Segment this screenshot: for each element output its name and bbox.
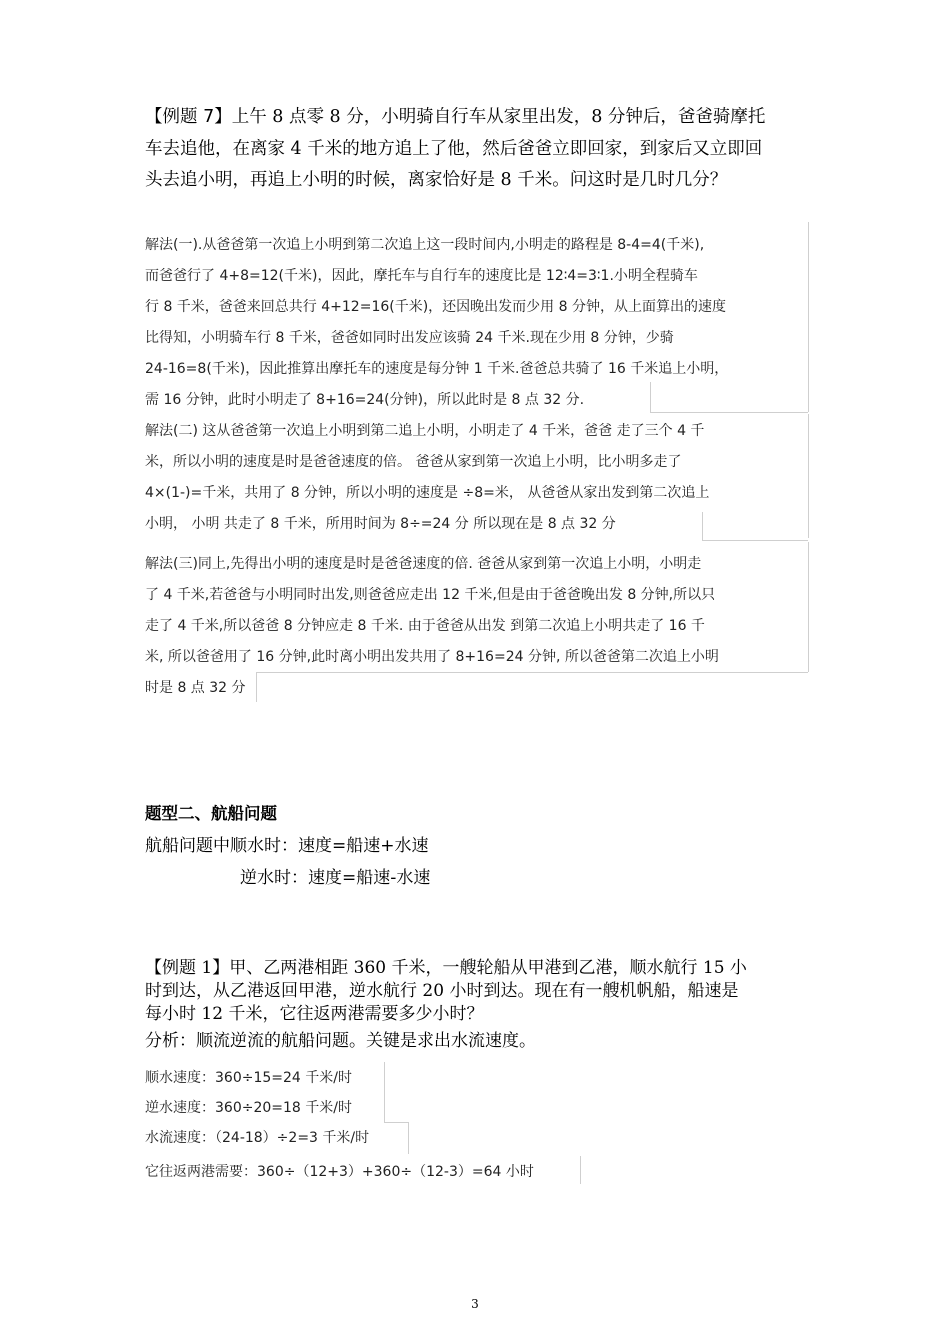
solution-three [145, 549, 809, 704]
solution-line: 24-16=8(千米)，因此推算出摩托车的速度是每分钟 1 千米.爸爸总共骑了 16 千米追上小明， [145, 361, 729, 377]
calc-line: 逆水速度：360÷20=18 千米/时 [145, 1100, 352, 1116]
solution-line: 米, 所以爸爸用了 16 分钟,此时离小明出发共用了 8+16=24 分钟, 所以爸爸第二次追上小明 [145, 649, 719, 665]
analysis-text: 分析：顺流逆流的航船问题。关键是求出水流速度。 [145, 1031, 536, 1051]
solution-line: 比得知，小明骑车行 8 千米，爸爸如同时出发应该骑 24 千米.现在少用 8 分钟，少骑 [145, 330, 674, 346]
example-7-line: 车去追他，在离家 4 千米的地方追上了他，然后爸爸立即回家，到家后又立即回 [145, 138, 763, 159]
example-1-line: 【例题 1】甲、乙两港相距 360 千米，一艘轮船从甲港到乙港，顺水航行 15 小 [145, 958, 747, 978]
solution-line: 小明， 小明 共走了 8 千米，所用时间为 8÷=24 分 所以现在是 8 点 32 分 [145, 516, 616, 532]
example-1-line: 时到达，从乙港返回甲港，逆水航行 20 小时到达。现在有一艘机帆船，船速是 [145, 981, 739, 1001]
frame-line [808, 222, 809, 412]
frame-line [408, 1122, 409, 1154]
frame-line [702, 540, 808, 541]
solution-line: 行 8 千米，爸爸来回总共行 4+12=16(千米)，还因晚出发而少用 8 分钟，从上面算出的速度 [145, 299, 726, 315]
frame-line [650, 412, 808, 413]
solution-line: 米，所以小明的速度是时是爸爸速度的倍。 爸爸从家到第一次追上小明，比小明多走了 [145, 454, 682, 470]
page-number: 3 [471, 1297, 479, 1311]
solution-one [145, 230, 809, 416]
frame-line [384, 1062, 385, 1122]
formula-upstream: 逆水时：速度=船速-水速 [240, 868, 431, 888]
solution-line: 解法(一).从爸爸第一次追上小明到第二次追上这一段时间内,小明走的路程是 8-4=4(千米), [145, 237, 705, 253]
solution-line: 时是 8 点 32 分 [145, 680, 246, 696]
frame-line [580, 1156, 581, 1184]
solution-two [145, 416, 809, 540]
frame-line [256, 672, 808, 673]
solution-line: 了 4 千米,若爸爸与小明同时出发,则爸爸应走出 12 千米,但是由于爸爸晚出发 8 分钟,所以只 [145, 587, 716, 603]
solution-line: 4×(1-)=千米，共用了 8 分钟，所以小明的速度是 ÷8=米， 从爸爸从家出发到第二次追上 [145, 485, 710, 501]
frame-line [702, 512, 703, 540]
solution-line: 需 16 分钟，此时小明走了 8+16=24(分钟)，所以此时是 8 点 32 分. [145, 392, 585, 408]
example-7-problem [145, 102, 809, 197]
calc-line: 顺水速度：360÷15=24 千米/时 [145, 1070, 352, 1086]
section-heading: 题型二、航船问题 [145, 804, 277, 823]
formula-downstream: 航船问题中顺水时：速度=船速+水速 [145, 836, 429, 856]
solution-line: 解法(三)同上,先得出小明的速度是时是爸爸速度的倍. 爸爸从家到第一次追上小明，小明走 [145, 556, 702, 572]
example-7-line: 头去追小明，再追上小明的时候，离家恰好是 8 千米。问这时是几时几分？ [145, 170, 728, 190]
example-1-line: 每小时 12 千米，它往返两港需要多少小时？ [145, 1004, 484, 1024]
frame-line [384, 1122, 408, 1123]
solution-line: 解法(二) 这从爸爸第一次追上小明到第二追上小明，小明走了 4 千米，爸爸 走了三个 4 千 [145, 423, 705, 439]
solution-line: 而爸爸行了 4+8=12(千米)，因此，摩托车与自行车的速度比是 12∶4=3∶1.小明全程骑车 [145, 268, 698, 284]
frame-line [650, 382, 651, 412]
solution-line: 走了 4 千米,所以爸爸 8 分钟应走 8 千米. 由于爸爸从出发 到第二次追上小明共走了 16 千 [145, 618, 705, 634]
calc-line: 它往返两港需要：360÷（12+3）+360÷（12-3）=64 小时 [145, 1164, 534, 1180]
calc-line: 水流速度：（24-18）÷2=3 千米/时 [145, 1130, 370, 1146]
frame-line [808, 414, 809, 538]
example-1-tag: 【例题 1】 [145, 958, 230, 978]
example-1-problem [145, 957, 809, 1026]
example-7-line: 【例题 7】上午 8 点零 8 分，小明骑自行车从家里出发，8 分钟后，爸爸骑摩托 [145, 107, 766, 127]
frame-line [256, 672, 257, 702]
frame-line [808, 542, 809, 672]
example-7-tag: 【例题 7】 [145, 107, 232, 127]
